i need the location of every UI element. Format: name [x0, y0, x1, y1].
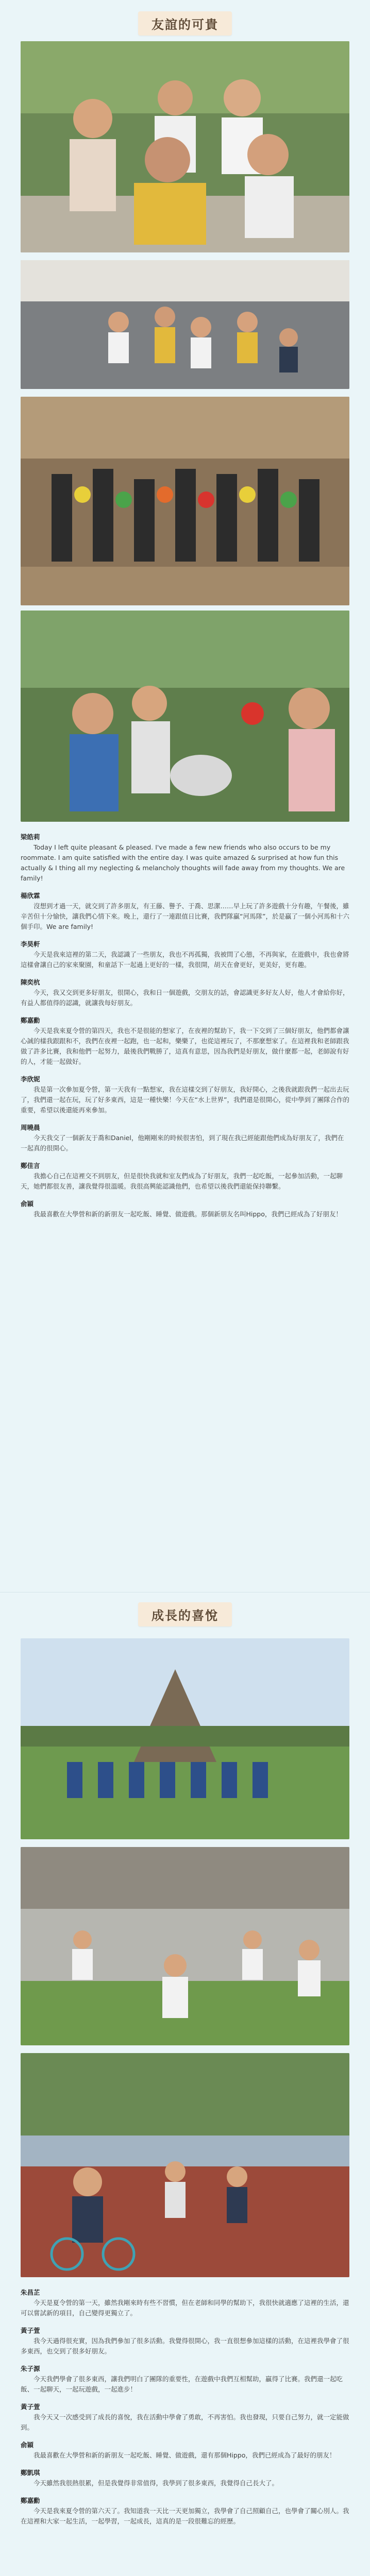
photo-balloon-game	[21, 397, 349, 605]
author-name: 陳奕杭	[21, 978, 40, 986]
reflection-text: 我今天又一次感受到了成長的喜悅，我在活動中學會了勇敢，不再害怕。我也發現，只要自己努力，就一定能做到。	[21, 2413, 349, 2431]
reflection-text: 今天是我來夏令營的第四天，我也不是很能的想家了，在夜裡的幫助下，我一下交到了三個好朋友，他們都會讓心誠的樣我跟跟和不，我們在夜裡一起跑，也一起和，樂樂了，也從這裡玩了，不那麼想家了。在這裡我和老師跟我做了許多比賽，我和他們一起努力，最後我們戰勝了，這真有意思，因為我們是好朋友，做什麼都一起，老師說有好的人，才能一起做好。	[21, 1027, 349, 1065]
photo-kids-on-stage	[21, 260, 349, 389]
author-name: 黃子萱	[21, 2327, 40, 2334]
photo-children-group	[21, 41, 349, 252]
reflection-text: 我最喜歡在大學營和新的新朋友一起吃飯、睡覺、做遊戲。那個新朋友名叫Hippo，我們已經成為了好朋友！	[33, 1210, 342, 1218]
photo-running-kids	[21, 1847, 349, 2045]
reflection-text: 今天是夏令營的第一天，雖然我剛來時有些不習慣，但在老師和同學的幫助下，我很快就適應了這裡的生活，還可以嘗試新的項目，自己變得更獨立了。	[21, 2299, 349, 2317]
reflection-text: 今天是我來夏令營的第六天了。我知道我一天比一天更加獨立，我學會了自己照顧自己，也學會了關心別人。我在這裡和大家一起生活，一起學習，一起成長，這真的是一段很難忘的經歷。	[21, 2507, 349, 2525]
reflection-text: 今天雖然我很熱很累，但是我覺得非常值得，我學到了很多東西，我覺得自己長大了。	[33, 2479, 279, 2487]
section-growth	[0, 1602, 370, 2576]
reflections-list	[21, 2287, 349, 2527]
author-name: 朱子源	[21, 2365, 40, 2372]
author-name: 黃子萱	[21, 2403, 40, 2411]
section-title: 友誼的可貴	[138, 11, 232, 36]
reflection-text: 沒想到才過一天，就交到了許多朋友，有王藤、譽予、于喬、思潔……早上玩了許多遊戲十分有趣，午餐後，雖辛苦但十分愉快，讓我們心情下來。晚上，還行了一連跟值日比賽，我們隊贏“河馬隊”，於是贏了一個小河馬和十六個手印。We are family!	[21, 902, 349, 930]
reflection-text: 我最喜歡在大學營和新的新朋友一起吃飯、睡覺、做遊戲，還有那個Hippo，我們已經成為了最好的朋友！	[33, 2451, 336, 2459]
section-friendship	[0, 0, 370, 1231]
author-name: 鄭嘉勳	[21, 1016, 40, 1024]
photo-campus-field-group	[21, 1638, 349, 1839]
reflection-text: 我今天過得很充實，因為我們參加了很多活動。我覺得很開心，我一直很想參加這樣的活動，在這裡我學會了很多東西，也交到了很多好朋友。	[21, 2337, 349, 2355]
reflection-text: Today I left quite pleasant & pleased. I've made a few new friends who also occurs to be my roommate. I am quite satisfied with the entire day. I was quite amazed & surprised at how fun this actually & I thing all my neglecting & melancholy thoughts will fade away from my thoughts. We are family!	[21, 843, 345, 882]
author-name: 李欣妮	[21, 1075, 40, 1083]
reflection-text: 今天我交了一個新友于喬和Daniel，他剛剛來的時候很害怕，到了現在我已經能跟他們成為好朋友了，我們在一起真的很開心。	[21, 1134, 344, 1152]
author-name: 周曉晨	[21, 1124, 40, 1131]
reflection-text: 今天我們學會了很多東西，讓我們明白了團隊的重要性，在遊戲中我們互相幫助，贏得了比賽。我們還一起吃飯、一起聊天，一起玩遊戲，一起進步！	[21, 2375, 343, 2393]
author-name: 俞穎	[21, 1200, 34, 1208]
author-name: 鄭凱琪	[21, 2469, 40, 2477]
author-name: 李昊軒	[21, 940, 40, 948]
author-name: 俞穎	[21, 2441, 34, 2449]
photo-bike-ride	[21, 2053, 349, 2277]
reflection-text: 今天是我來這裡的第二天，我認識了一些朋友，我也不再孤獨，我被問了心態，不再與家，在遊戲中，我也會將這樣會讓自己的家來聚園，和童話下一起過上更好的一樣，我很開，胡天在會更好，更美好，更有趣。	[21, 951, 349, 969]
photo-water-game	[21, 611, 349, 822]
author-name: 鄭嘉勳	[21, 2497, 40, 2504]
reflection-text: 今天，我又交到更多好朋友，很開心，我和日一個遊戲，交朋友的話，會認識更多好友人好，他人才會給你好，有益人都值得的認識，就讓我每好朋友。	[21, 989, 349, 1007]
author-name: 楊欣霖	[21, 892, 40, 900]
author-name: 朱昌芷	[21, 2289, 40, 2296]
reflection-text: 我是第一次參加夏令營，第一天我有一點想家，我在這樣交到了好朋友，我好開心，之後我就跟我們一起出去玩了，我們還一起在玩，玩了好多東西，這是一種快樂！今天在“水上世界”，我們還是很開心，從中學到了團隊合作的重要，希望以後還能再來參加。	[21, 1086, 349, 1114]
author-name: 鄭佳言	[21, 1162, 40, 1170]
reflection-text: 我擔心自己在這裡交不到朋友，但是很快我就和室友們成為了好朋友，我們一起吃飯，一起參加活動，一起聊天，她們都很友善，讓我覺得很溫暖。我很高興能認識他們，也希望以後我們還能保持聯繫。	[21, 1172, 343, 1190]
reflections-list	[21, 832, 349, 1219]
section-title: 成長的喜悅	[138, 1602, 232, 1626]
author-name: 梁皓莉	[21, 833, 40, 841]
